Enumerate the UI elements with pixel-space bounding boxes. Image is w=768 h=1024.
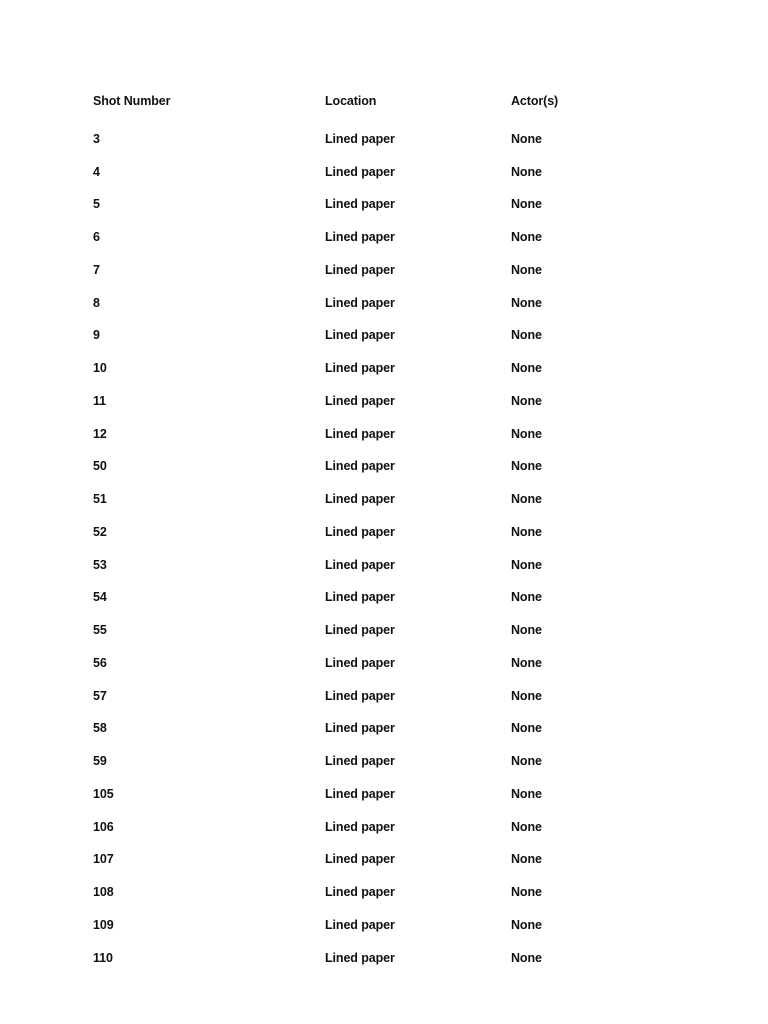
table-row	[93, 941, 653, 974]
cell-actors: None	[511, 950, 542, 965]
cell-actors: None	[511, 230, 542, 245]
cell-location: Lined paper	[325, 590, 395, 605]
cell-location: Lined paper	[325, 295, 395, 310]
table-row	[93, 385, 653, 418]
table-row	[93, 712, 653, 745]
header-shot-number: Shot Number	[93, 94, 171, 108]
cell-shot-number: 50	[93, 459, 107, 474]
cell-location: Lined paper	[325, 230, 395, 245]
cell-shot-number: 57	[93, 688, 107, 703]
cell-shot-number: 5	[93, 197, 100, 212]
table-row	[93, 221, 653, 254]
cell-location: Lined paper	[325, 393, 395, 408]
cell-shot-number: 108	[93, 885, 114, 900]
cell-actors: None	[511, 655, 542, 670]
table-row	[93, 286, 653, 319]
cell-location: Lined paper	[325, 262, 395, 277]
cell-location: Lined paper	[325, 655, 395, 670]
cell-location: Lined paper	[325, 361, 395, 376]
cell-shot-number: 109	[93, 917, 114, 932]
cell-location: Lined paper	[325, 328, 395, 343]
cell-actors: None	[511, 623, 542, 638]
cell-location: Lined paper	[325, 950, 395, 965]
table-row	[93, 614, 653, 647]
cell-actors: None	[511, 590, 542, 605]
cell-actors: None	[511, 164, 542, 179]
table-row	[93, 548, 653, 581]
header-location: Location	[325, 94, 377, 108]
cell-shot-number: 52	[93, 524, 107, 539]
cell-location: Lined paper	[325, 426, 395, 441]
shot-list-table	[93, 90, 653, 974]
cell-actors: None	[511, 197, 542, 212]
cell-actors: None	[511, 492, 542, 507]
table-row	[93, 778, 653, 811]
table-row	[93, 745, 653, 778]
cell-actors: None	[511, 885, 542, 900]
cell-location: Lined paper	[325, 492, 395, 507]
cell-location: Lined paper	[325, 917, 395, 932]
cell-shot-number: 10	[93, 361, 107, 376]
table-row	[93, 516, 653, 549]
cell-shot-number: 9	[93, 328, 100, 343]
cell-shot-number: 59	[93, 754, 107, 769]
table-row	[93, 254, 653, 287]
cell-actors: None	[511, 524, 542, 539]
cell-location: Lined paper	[325, 557, 395, 572]
cell-shot-number: 55	[93, 623, 107, 638]
table-row	[93, 352, 653, 385]
cell-shot-number: 11	[93, 393, 107, 408]
cell-actors: None	[511, 131, 542, 146]
table-row	[93, 909, 653, 942]
cell-location: Lined paper	[325, 852, 395, 867]
cell-actors: None	[511, 917, 542, 932]
table-row	[93, 188, 653, 221]
cell-actors: None	[511, 852, 542, 867]
header-actors: Actor(s)	[511, 94, 559, 108]
cell-actors: None	[511, 754, 542, 769]
cell-shot-number: 106	[93, 819, 114, 834]
cell-location: Lined paper	[325, 754, 395, 769]
cell-shot-number: 7	[93, 262, 100, 277]
cell-location: Lined paper	[325, 524, 395, 539]
cell-actors: None	[511, 295, 542, 310]
cell-actors: None	[511, 328, 542, 343]
cell-location: Lined paper	[325, 819, 395, 834]
table-row	[93, 810, 653, 843]
cell-actors: None	[511, 459, 542, 474]
cell-shot-number: 107	[93, 852, 114, 867]
table-row	[93, 876, 653, 909]
cell-actors: None	[511, 361, 542, 376]
table-row	[93, 647, 653, 680]
cell-shot-number: 105	[93, 786, 114, 801]
cell-location: Lined paper	[325, 786, 395, 801]
table-row	[93, 155, 653, 188]
table-row	[93, 843, 653, 876]
cell-location: Lined paper	[325, 623, 395, 638]
cell-actors: None	[511, 262, 542, 277]
table-row	[93, 319, 653, 352]
cell-location: Lined paper	[325, 688, 395, 703]
cell-shot-number: 4	[93, 164, 100, 179]
cell-shot-number: 58	[93, 721, 107, 736]
cell-location: Lined paper	[325, 885, 395, 900]
cell-shot-number: 54	[93, 590, 107, 605]
cell-shot-number: 51	[93, 492, 107, 507]
cell-location: Lined paper	[325, 131, 395, 146]
cell-actors: None	[511, 688, 542, 703]
cell-shot-number: 56	[93, 655, 107, 670]
cell-actors: None	[511, 426, 542, 441]
cell-shot-number: 53	[93, 557, 107, 572]
table-row	[93, 581, 653, 614]
cell-shot-number: 110	[93, 950, 113, 965]
table-body	[93, 123, 653, 975]
cell-shot-number: 6	[93, 230, 100, 245]
cell-actors: None	[511, 393, 542, 408]
cell-shot-number: 3	[93, 131, 100, 146]
cell-actors: None	[511, 786, 542, 801]
table-header-row	[93, 90, 653, 112]
table-row	[93, 417, 653, 450]
table-row	[93, 483, 653, 516]
table-row	[93, 450, 653, 483]
cell-actors: None	[511, 557, 542, 572]
cell-shot-number: 12	[93, 426, 107, 441]
cell-actors: None	[511, 819, 542, 834]
cell-shot-number: 8	[93, 295, 100, 310]
table-row	[93, 123, 653, 156]
cell-location: Lined paper	[325, 459, 395, 474]
cell-actors: None	[511, 721, 542, 736]
cell-location: Lined paper	[325, 721, 395, 736]
table-row	[93, 679, 653, 712]
cell-location: Lined paper	[325, 164, 395, 179]
cell-location: Lined paper	[325, 197, 395, 212]
